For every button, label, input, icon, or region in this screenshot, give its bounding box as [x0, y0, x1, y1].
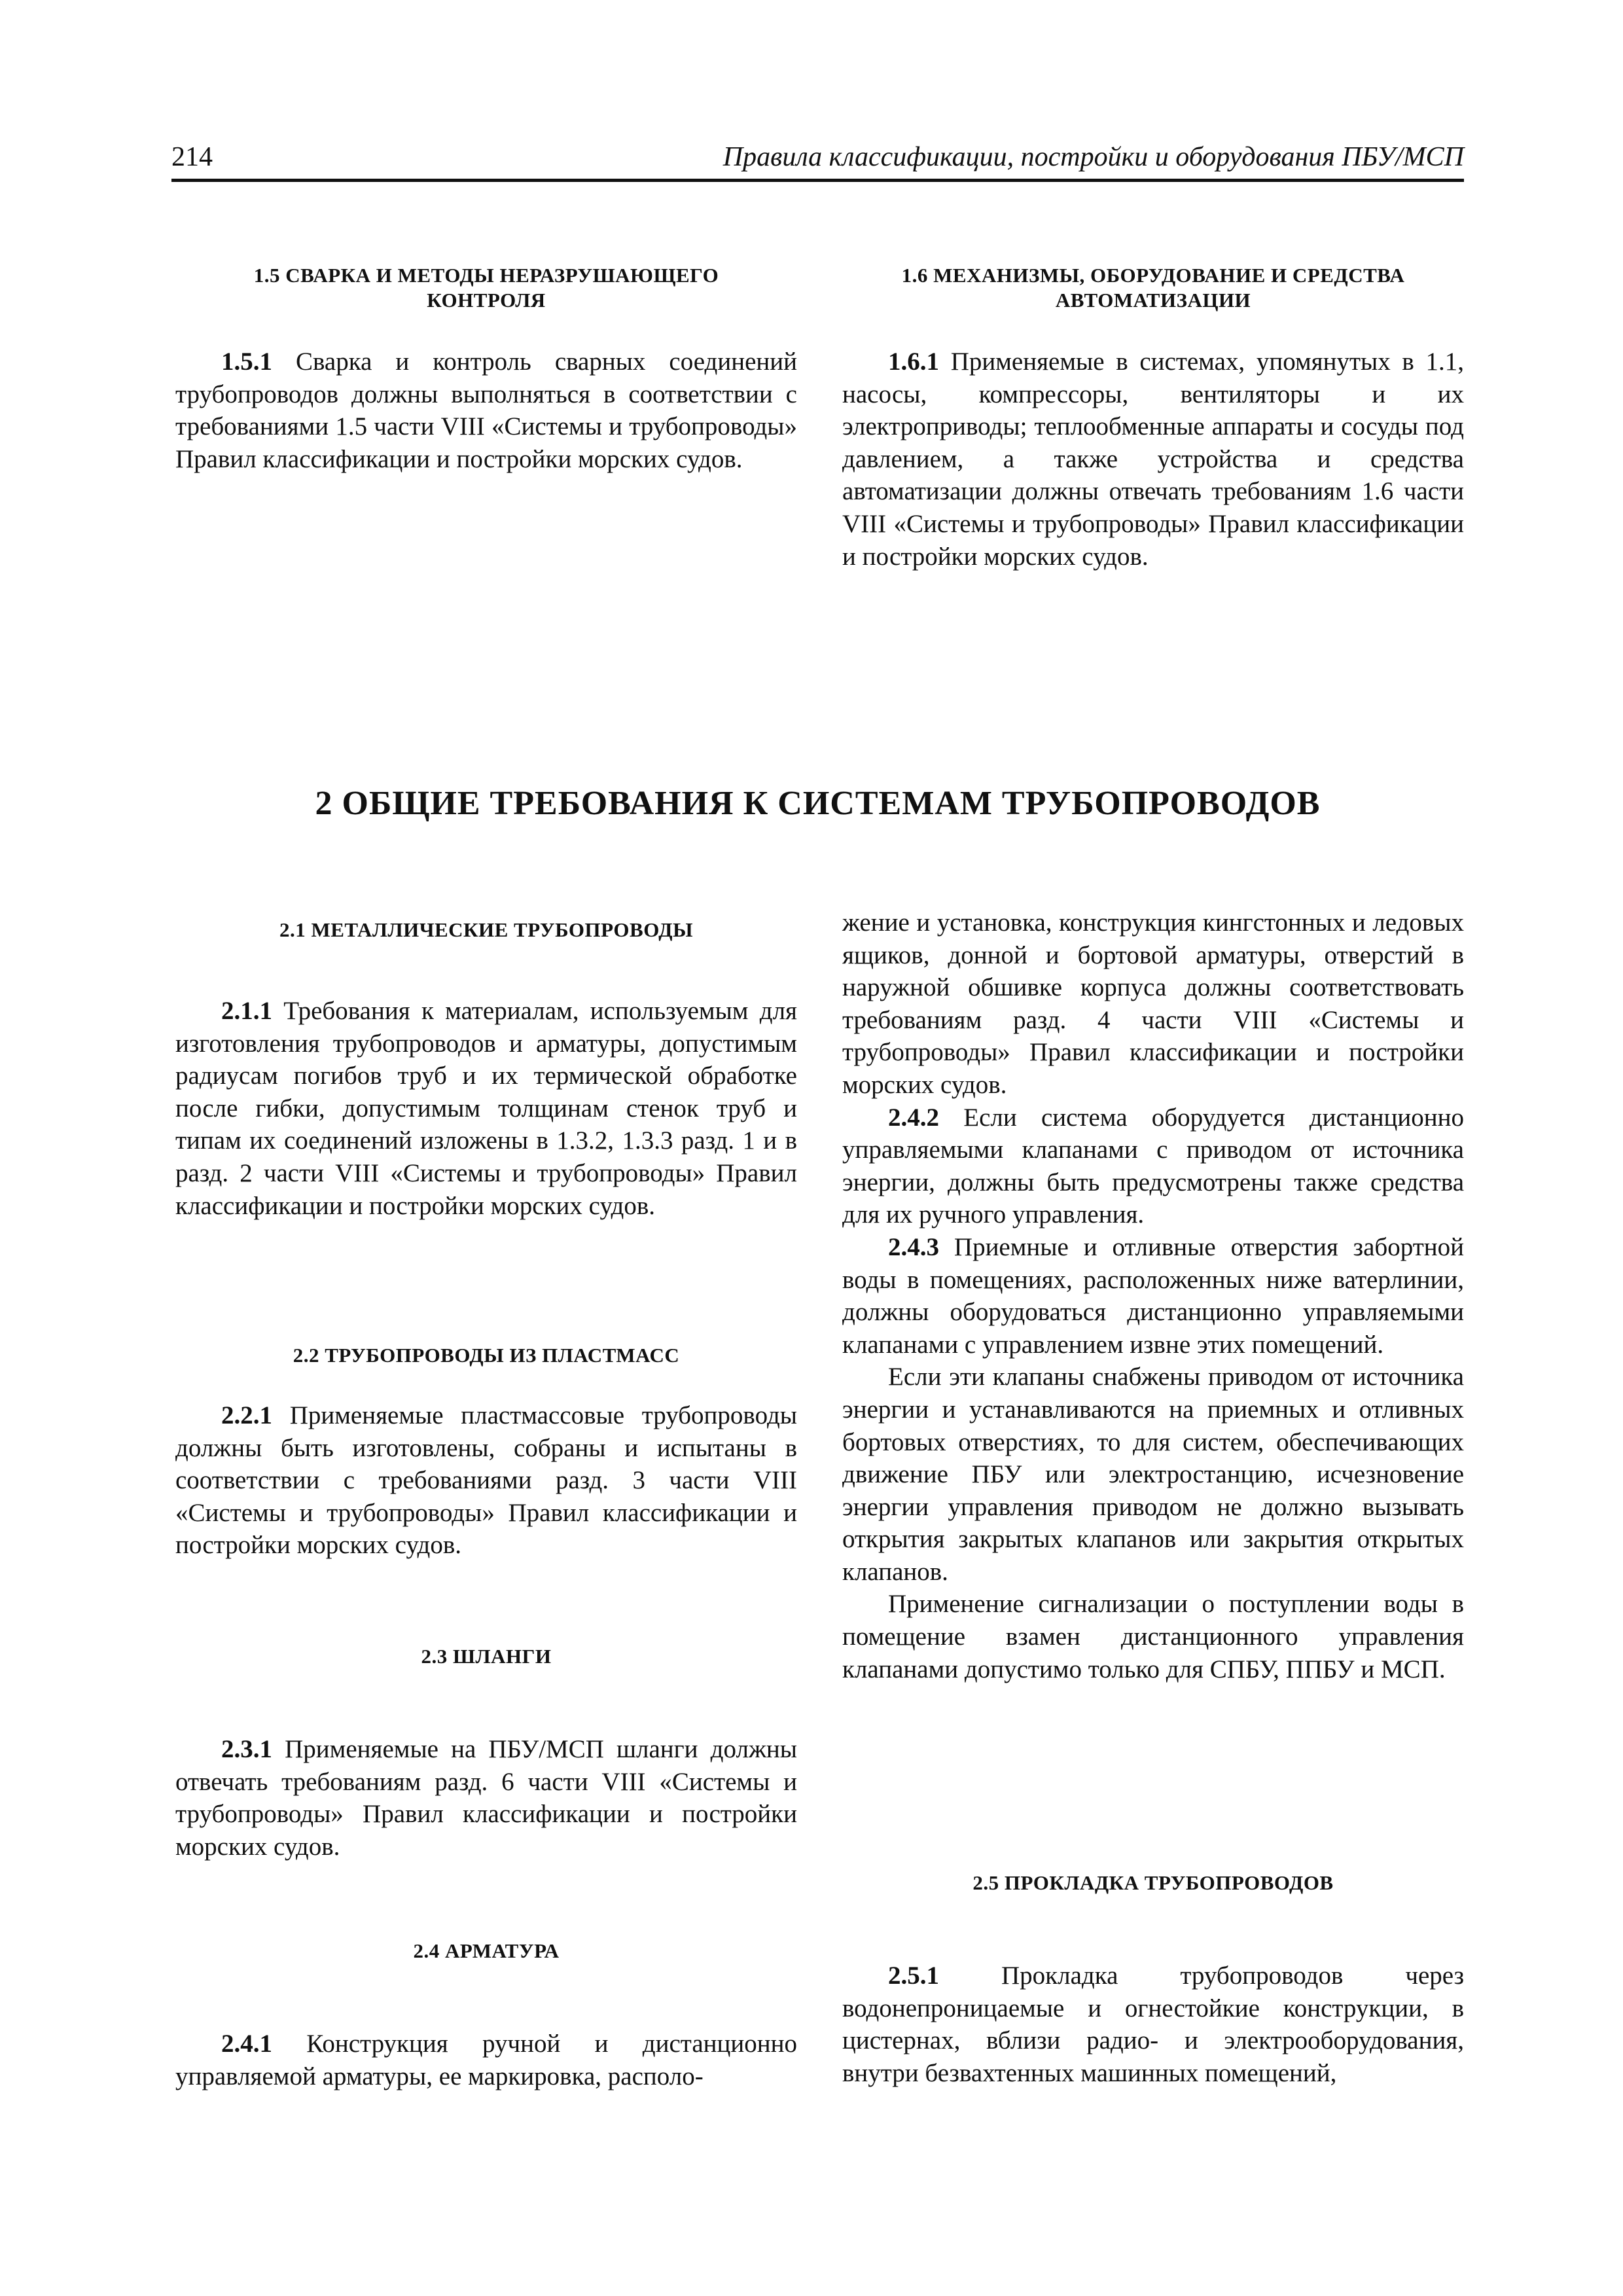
clause-number: 2.4.3	[888, 1232, 939, 1261]
paragraph-text: Сварка и контроль сварных соединений трубопроводов должны выполняться в соответствии с требованиями 1.5 части VIII «Системы и трубопроводы» Правил классификации и постройки морских судов.	[175, 348, 797, 473]
paragraph-text: Конструкция ручной и дистанционно управляемой арматуры, ее маркировка, располо-	[175, 2030, 797, 2090]
paragraph	[175, 995, 797, 1222]
clause-number: 2.4.1	[221, 2030, 272, 2058]
paragraph	[842, 1361, 1464, 1588]
paragraph	[842, 1588, 1464, 1685]
section-heading	[175, 263, 797, 313]
paragraph-text: Применяемые в системах, упомянутых в 1.1, насосы, компрессоры, вентиляторы и их электроприводы; теплообменные аппараты и сосуды под давлением, а также устройства и средства автоматизации должны отвечать требованиям 1.6 части VIII «Системы и трубопроводы» Правил классификации и постройки морских судов.	[842, 348, 1464, 571]
running-title: Правила классификации, постройки и оборудования ПБУ/МСП	[722, 142, 1464, 172]
paragraph	[175, 1399, 797, 1562]
page-header	[171, 141, 1464, 181]
page-number: 214	[171, 142, 213, 172]
clause-number: 1.6.1	[888, 348, 939, 376]
section-2-5	[842, 1871, 1464, 2089]
paragraph-text: Применяемые на ПБУ/МСП шланги должны отвечать требованиям разд. 6 части VIII «Системы и трубопроводы» Правил классификации и постройки морских судов.	[175, 1735, 797, 1861]
clause-number: 2.4.2	[888, 1103, 939, 1132]
paragraph-text: Если эти клапаны снабжены приводом от источника энергии и устанавливаются на приемных и отливных бортовых отверстиях, то для систем, обеспечивающих движение ПБУ или электростанцию, исчезновение энергии управления приводом не должно вызывать открытия закрытых клапанов или закрытия открытых клапанов.	[842, 1363, 1464, 1586]
section-2-3	[175, 1644, 797, 1863]
paragraph	[842, 1102, 1464, 1231]
paragraph-text: Требования к материалам, используемым для изготовления трубопроводов и арматуры, допустимым радиусам погибов труб и их термической обработке после гибки, допустимым толщинам стенок труб и типам их соединений изложены в 1.3.2, 1.3.3 разд. 1 и в разд. 2 части VIII «Системы и трубопроводы» Правил классификации и постройки морских судов.	[175, 997, 797, 1220]
section-1-5	[175, 263, 797, 475]
paragraph	[175, 346, 797, 475]
paragraph	[175, 2028, 797, 2092]
paragraph	[842, 906, 1464, 1102]
paragraph	[842, 1231, 1464, 1361]
section-heading-line-1: 1.5 СВАРКА И МЕТОДЫ НЕРАЗРУШАЮЩЕГО	[253, 264, 719, 287]
section-heading	[842, 263, 1464, 313]
section-heading-line-2: АВТОМАТИЗАЦИИ	[1055, 289, 1251, 312]
chapter-title: 2 ОБЩИЕ ТРЕБОВАНИЯ К СИСТЕМАМ ТРУБОПРОВОДОВ	[315, 785, 1321, 822]
paragraph	[175, 1733, 797, 1863]
section-2-4-continued	[842, 906, 1464, 1685]
paragraph-text: жение и установка, конструкция кингстонных и ледовых ящиков, донной и бортовой арматуры, отверстий в наружной обшивке корпуса должны соответствовать требованиям разд. 4 части VIII «Системы и трубопроводы» Правил классификации и постройки морских судов.	[842, 908, 1464, 1099]
clause-number: 2.2.1	[221, 1401, 272, 1429]
clause-number: 1.5.1	[221, 348, 272, 376]
section-2-2	[175, 1343, 797, 1562]
clause-number: 2.1.1	[221, 997, 272, 1025]
section-heading-line-1: 1.6 МЕХАНИЗМЫ, ОБОРУДОВАНИЕ И СРЕДСТВА	[901, 264, 1405, 287]
section-heading: 2.4 АРМАТУРА	[413, 1939, 560, 1962]
paragraph-text: Применение сигнализации о поступлении воды в помещение взамен дистанционного управления клапанами допустимо только для СПБУ, ППБУ и МСП.	[842, 1590, 1464, 1683]
paragraph	[842, 1960, 1464, 2089]
section-heading: 2.2 ТРУБОПРОВОДЫ ИЗ ПЛАСТМАСС	[293, 1344, 680, 1367]
section-2-4	[175, 1939, 797, 2092]
section-1-6	[842, 263, 1464, 573]
paragraph-text: Применяемые пластмассовые трубопроводы должны быть изготовлены, собраны и испытаны в соответствии с требованиями разд. 3 части VIII «Системы и трубопроводы» Правил классификации и постройки морских судов.	[175, 1401, 797, 1560]
section-heading: 2.1 МЕТАЛЛИЧЕСКИЕ ТРУБОПРОВОДЫ	[279, 918, 694, 941]
clause-number: 2.5.1	[888, 1962, 939, 1990]
section-heading: 2.3 ШЛАНГИ	[421, 1645, 552, 1668]
section-2-1	[175, 918, 797, 1222]
header-rule	[171, 179, 1464, 182]
paragraph-text: Прокладка трубопроводов через водонепроницаемые и огнестойкие конструкции, в цистернах, вблизи радио- и электрооборудования, внутри безвахтенных машинных помещений,	[842, 1962, 1464, 2087]
paragraph-text: Если система оборудуется дистанционно управляемыми клапанами с приводом от источника энергии, должны быть предусмотрены также средства для их ручного управления.	[842, 1103, 1464, 1229]
paragraph	[842, 346, 1464, 573]
section-heading: 2.5 ПРОКЛАДКА ТРУБОПРОВОДОВ	[972, 1871, 1334, 1894]
section-heading-line-2: КОНТРОЛЯ	[427, 289, 546, 312]
paragraph-text: Приемные и отливные отверстия забортной воды в помещениях, расположенных ниже ватерлинии, должны оборудоваться дистанционно управляемыми клапанами с управлением извне этих помещений.	[842, 1232, 1464, 1359]
clause-number: 2.3.1	[221, 1735, 272, 1763]
